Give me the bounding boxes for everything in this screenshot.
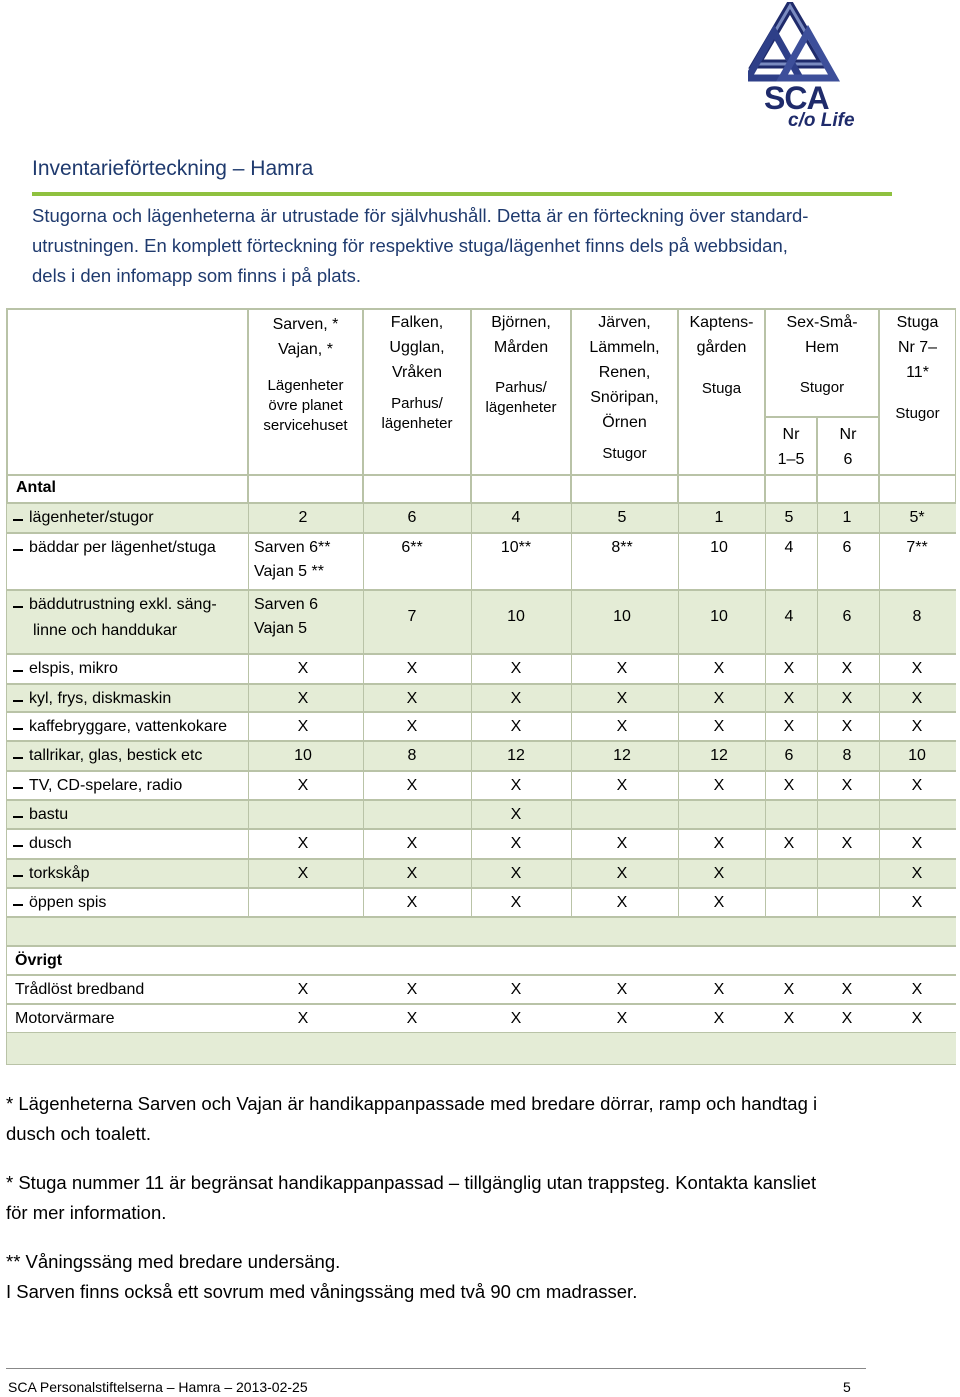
blank-cell [678, 475, 765, 503]
cell-value: X [783, 690, 795, 707]
cell-value: X [406, 894, 418, 911]
cell-value: X [616, 981, 628, 998]
row-label: torkskåp [29, 865, 90, 882]
cell-value: 8 [407, 747, 417, 764]
cell-value: X [406, 865, 418, 882]
cell-value: X [406, 835, 418, 852]
cell-value: 1 [842, 509, 852, 526]
sca-logo [748, 2, 858, 134]
row-label: elspis, mikro [29, 660, 118, 677]
blank-cell [471, 475, 571, 503]
cell-value: 6 [784, 747, 794, 764]
cell-value: X [911, 660, 923, 677]
blank-cell [363, 475, 471, 503]
cell-value: X [783, 981, 795, 998]
row-bullet-dash [13, 845, 23, 847]
cell-value: 10 [294, 747, 312, 764]
row-bullet-dash [13, 606, 23, 608]
row-bullet-dash [13, 875, 23, 877]
row-label: bäddar per lägenhet/stuga [29, 539, 216, 556]
cell-value: X [297, 690, 309, 707]
column-divider [471, 475, 472, 917]
logo-tagline: c/o Life [788, 110, 855, 131]
row-bullet-dash [13, 816, 23, 818]
cell-value: X [616, 894, 628, 911]
cell-value: 8 [912, 608, 922, 625]
cell-value: X [510, 777, 522, 794]
row-label: öppen spis [29, 894, 107, 911]
cell-value: X [510, 660, 522, 677]
footnote-2: * Stuga nummer 11 är begränsat handikappanpassad – tillgänglig utan trappsteg. Kontakta kansliet för mer information. [6, 1172, 817, 1223]
cell-value: X [841, 1010, 853, 1027]
column-divider [765, 475, 766, 917]
title-rule [32, 192, 892, 196]
cell-value: 6 [842, 608, 852, 625]
table-row [7, 1004, 956, 1033]
column-divider [571, 475, 572, 917]
column-divider [678, 475, 679, 917]
cell-value: 4 [511, 509, 521, 526]
ovrigt-label: Övrigt [15, 952, 63, 969]
cell-value: 10 [710, 539, 728, 556]
row-label: bastu [29, 806, 69, 823]
cell-value: X [616, 718, 628, 735]
cell-value: X [510, 718, 522, 735]
row-label: bäddutrustning exkl. säng- [29, 596, 217, 613]
header-corner [7, 309, 248, 475]
cell-value-extra: Vajan 5 [254, 620, 308, 637]
cell-value: X [616, 660, 628, 677]
row-label: lägenheter/stugor [29, 509, 154, 526]
row-bullet-dash [13, 757, 23, 759]
row-bullet-dash [13, 728, 23, 730]
row-bullet-dash [13, 700, 23, 702]
table-row [7, 859, 956, 888]
blank-cell [879, 475, 956, 503]
header-sex-sma-hem: Sex-Små- Hem Stugor [765, 309, 879, 417]
cell-value: X [911, 835, 923, 852]
column-divider [248, 475, 249, 917]
ovrigt-heading-row [7, 946, 956, 975]
cell-value: X [406, 981, 418, 998]
cell-value: X [510, 690, 522, 707]
header-sarven: Sarven, * Vajan, * Lägenheter övre planet servicehuset [248, 309, 363, 475]
cell-value: X [297, 981, 309, 998]
cell-value: 12 [507, 747, 525, 764]
cell-value: X [510, 1010, 522, 1027]
cell-value: 10 [710, 608, 728, 625]
blank-cell [248, 475, 363, 503]
row-bullet-dash [13, 904, 23, 906]
sca-triangle-mark-icon [748, 2, 858, 92]
logo-brand-text: SCA [764, 80, 829, 116]
cell-value: 10 [908, 747, 926, 764]
cell-value: X [510, 981, 522, 998]
cell-value: X [841, 690, 853, 707]
cell-value: X [297, 1010, 309, 1027]
header-jarven: Järven, Lämmeln, Renen, Snöripan, Örnen Stugor [571, 309, 678, 475]
row-label: TV, CD-spelare, radio [29, 777, 183, 794]
row-label: Motorvärmare [15, 1010, 115, 1027]
cell-value: 8 [842, 747, 852, 764]
cell-value: X [783, 1010, 795, 1027]
blank-cell [765, 475, 817, 503]
table-footer-row [7, 1033, 956, 1064]
cell-value: X [783, 718, 795, 735]
intro-line: dels i den infomapp som finns i på plats. [32, 265, 362, 286]
table-row [7, 654, 956, 684]
row-bullet-dash [13, 670, 23, 672]
cell-value: X [297, 718, 309, 735]
row-label: Trådlöst bredband [15, 981, 145, 998]
cell-value: X [713, 660, 725, 677]
cell-value: 5 [784, 509, 794, 526]
cell-value: X [616, 690, 628, 707]
document-title: Inventarieförteckning – Hamra [32, 157, 314, 180]
blank-cell [817, 475, 879, 503]
cell-value: X [783, 777, 795, 794]
cell-value: Sarven 6 [254, 596, 319, 613]
cell-value: 5* [909, 509, 925, 526]
column-divider [879, 475, 880, 917]
header-sex-sma-nr1-5: Nr 1–5 [765, 417, 817, 475]
cell-value: X [713, 865, 725, 882]
cell-value: X [406, 660, 418, 677]
intro-line: Stugorna och lägenheterna är utrustade för självhushåll. Detta är en förteckning över standard- [32, 205, 809, 226]
cell-value: 4 [784, 539, 794, 556]
page-number: 5 [843, 1379, 851, 1395]
cell-value: 10** [500, 539, 532, 556]
cell-value: X [406, 690, 418, 707]
cell-value: 10 [613, 608, 631, 625]
cell-value: X [616, 1010, 628, 1027]
header-sex-sma-nr6: Nr 6 [817, 417, 879, 475]
antal-cell [7, 475, 248, 503]
table-row [7, 829, 956, 859]
row-label: tallrikar, glas, bestick etc [29, 747, 203, 764]
table-row [7, 975, 956, 1004]
cell-value: X [406, 718, 418, 735]
column-divider [817, 475, 818, 917]
cell-value: 7** [906, 539, 928, 556]
cell-value: X [911, 690, 923, 707]
cell-value: X [911, 1010, 923, 1027]
row-bullet-dash [13, 549, 23, 551]
cell-value: X [616, 835, 628, 852]
cell-value: X [841, 981, 853, 998]
inventory-table [6, 308, 956, 1065]
cell-value: X [911, 718, 923, 735]
cell-value: X [297, 777, 309, 794]
footer-rule [6, 1368, 866, 1369]
row-label: kyl, frys, diskmaskin [29, 690, 172, 707]
cell-value: 7 [407, 608, 417, 625]
row-label: dusch [29, 835, 72, 852]
cell-value: 2 [298, 509, 308, 526]
header-bjornen: Björnen, Mården Parhus/ lägenheter [471, 309, 571, 475]
cell-value: Sarven 6** [254, 539, 331, 556]
intro-paragraph [32, 201, 902, 291]
column-divider [363, 475, 364, 917]
cell-value: X [616, 865, 628, 882]
cell-value: X [713, 894, 725, 911]
cell-value: 12 [710, 747, 728, 764]
header-kaptensgarden: Kaptens- gården Stuga [678, 309, 765, 475]
table-row [7, 800, 956, 829]
cell-value: X [713, 777, 725, 794]
cell-value: 6 [842, 539, 852, 556]
cell-value-extra: Vajan 5 ** [254, 563, 324, 580]
cell-value: X [911, 777, 923, 794]
cell-value: 8** [611, 539, 633, 556]
cell-value: X [713, 981, 725, 998]
cell-value: X [297, 835, 309, 852]
cell-value: X [510, 806, 522, 823]
blank-cell [571, 475, 678, 503]
cell-value: X [783, 660, 795, 677]
cell-value: X [713, 718, 725, 735]
cell-value: X [406, 1010, 418, 1027]
row-label: kaffebryggare, vattenkokare [29, 718, 228, 735]
row-bullet-dash [13, 787, 23, 789]
cell-value: X [713, 835, 725, 852]
cell-value: X [841, 718, 853, 735]
table-row [7, 888, 956, 917]
cell-value: X [911, 894, 923, 911]
cell-value: 4 [784, 608, 794, 625]
antal-label: Antal [16, 479, 56, 496]
footnote-1: * Lägenheterna Sarven och Vajan är handikappanpassade med bredare dörrar, ramp och handtag i dusch och toalett. [6, 1093, 818, 1144]
cell-value: X [841, 777, 853, 794]
cell-value: 1 [714, 509, 724, 526]
cell-value: 12 [613, 747, 631, 764]
cell-value: X [510, 835, 522, 852]
cell-value: 6 [407, 509, 417, 526]
cell-value: X [841, 835, 853, 852]
cell-value: X [911, 981, 923, 998]
cell-value: X [783, 835, 795, 852]
cell-value: 10 [507, 608, 525, 625]
cell-value: X [297, 865, 309, 882]
cell-value: X [406, 777, 418, 794]
cell-value: X [841, 660, 853, 677]
cell-value: X [297, 660, 309, 677]
row-bullet-dash [13, 519, 23, 521]
footnote-3: ** Våningssäng med bredare undersäng. I Sarven finns också ett sovrum med våningssäng med två 90 cm madrasser. [6, 1251, 638, 1302]
cell-value: X [510, 865, 522, 882]
cell-value: X [713, 690, 725, 707]
cell-value: X [713, 1010, 725, 1027]
header-stuga-7-11: Stuga Nr 7– 11* Stugor [879, 309, 956, 475]
separator-row [7, 917, 956, 946]
row-label: linne och handdukar [33, 622, 178, 639]
cell-value: 6** [401, 539, 423, 556]
header-falken: Falken, Ugglan, Vråken Parhus/ lägenheter [363, 309, 471, 475]
intro-line: utrustningen. En komplett förteckning för respektive stuga/lägenhet finns dels på webbsidan, [32, 235, 788, 256]
footnotes [6, 1089, 936, 1307]
cell-value: X [616, 777, 628, 794]
cell-value: X [510, 894, 522, 911]
cell-value: X [911, 865, 923, 882]
cell-value: 5 [617, 509, 627, 526]
footer-text: SCA Personalstiftelserna – Hamra – 2013-02-25 [8, 1379, 308, 1395]
